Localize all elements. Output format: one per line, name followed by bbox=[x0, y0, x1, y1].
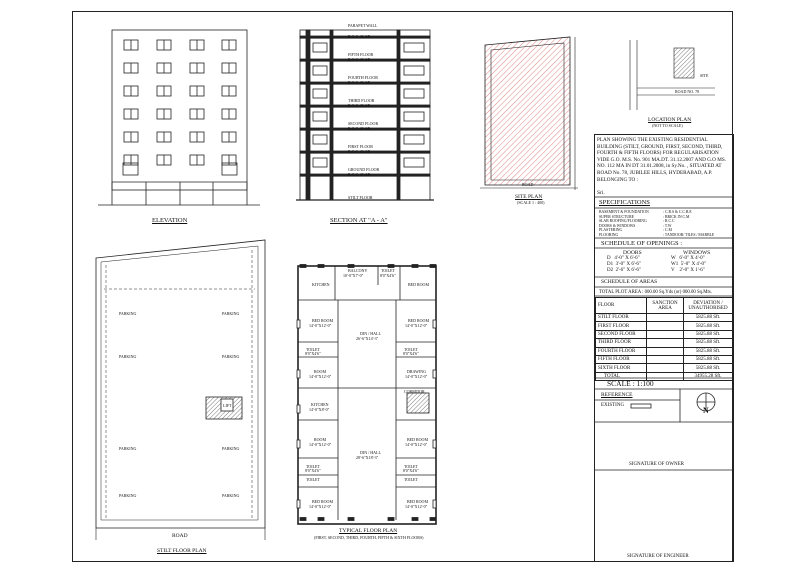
areas-row bbox=[596, 347, 733, 355]
spec-value: : C.R.S & C.C.B.E bbox=[663, 210, 692, 214]
stilt-road-label: ROAD bbox=[172, 533, 188, 539]
location-plan-road: ROAD NO. 78 bbox=[675, 89, 700, 94]
floor-plan-title: TYPICAL FLOOR PLAN bbox=[339, 528, 398, 534]
window-opening bbox=[433, 500, 436, 508]
areas-total-value: 34955.28 Sft. bbox=[684, 372, 733, 380]
specifications-title: SPECIFICATIONS bbox=[599, 199, 650, 206]
areas-header-floor: FLOOR bbox=[596, 298, 647, 314]
areas-cell-deviation: 5825.88 Sft. bbox=[684, 330, 733, 338]
existing-label: EXISTING bbox=[601, 403, 625, 408]
north-arrow-label: N bbox=[703, 406, 709, 415]
section-level-label: R.C.C. SLAB bbox=[348, 126, 371, 131]
room-bedroom: BED ROOM bbox=[407, 437, 429, 442]
areas-row bbox=[596, 330, 733, 338]
reference-title: REFERENCE bbox=[601, 392, 633, 398]
section-level-label: R.C.C. SLAB bbox=[348, 172, 371, 177]
owner-signature-label: SIGNATURE OF OWNER bbox=[629, 462, 684, 467]
doors-title: DOORS bbox=[623, 250, 642, 256]
site-plan-road: ROAD bbox=[522, 182, 534, 187]
specifications-list bbox=[599, 210, 733, 238]
areas-cell-floor: SECOND FLOOR bbox=[596, 330, 647, 338]
areas-cell-sanction bbox=[647, 355, 684, 363]
section-level-label: THIRD FLOOR bbox=[348, 98, 375, 103]
room-kitchen: KITCHEN bbox=[311, 402, 329, 407]
areas-cell-deviation: 5825.88 Sft. bbox=[684, 314, 733, 322]
areas-row bbox=[596, 355, 733, 363]
areas-cell-sanction bbox=[647, 339, 684, 347]
room-bedroom-dim: 14'-0"X12'-0" bbox=[405, 504, 428, 509]
room-toilet: TOILET bbox=[404, 464, 418, 469]
areas-cell-deviation: 5825.88 Sft. bbox=[684, 322, 733, 330]
room-drawing: DRAWING bbox=[407, 369, 427, 374]
room-balcony-dim: 10'-0"X7'-0" bbox=[343, 273, 364, 278]
site-plan-drawing bbox=[480, 37, 578, 190]
wall-column bbox=[300, 518, 306, 521]
owner-line: Sri. bbox=[597, 190, 605, 196]
section-window bbox=[404, 158, 424, 167]
section-window bbox=[313, 89, 327, 98]
parking-label: PARKING bbox=[222, 493, 240, 498]
areas-cell-deviation: 5825.88 Sft. bbox=[684, 364, 733, 372]
areas-cell-floor: SIXTH FLOOR bbox=[596, 364, 647, 372]
door-spec: D1 3'-0" X 6'-6" bbox=[607, 262, 641, 267]
location-plan-site: SITE bbox=[700, 73, 709, 78]
elevation-drawing bbox=[98, 30, 260, 205]
room-toilet: TOILET bbox=[381, 268, 395, 273]
section-window bbox=[313, 158, 327, 167]
room-din-hall-dim: 28'-6"X18'-3" bbox=[356, 455, 379, 460]
section-window bbox=[404, 112, 424, 121]
room-bedroom: BED ROOM bbox=[408, 282, 430, 287]
areas-cell-sanction bbox=[647, 314, 684, 322]
areas-total-label: TOTAL bbox=[596, 372, 647, 380]
elevation-title: ELEVATION bbox=[152, 217, 188, 224]
room-drawing-dim: 14'-0"X12'-0" bbox=[405, 374, 428, 379]
areas-cell-floor: FIFTH FLOOR bbox=[596, 355, 647, 363]
parking-label: PARKING bbox=[119, 311, 137, 316]
room-toilet: TOILET bbox=[306, 347, 320, 352]
section-window bbox=[404, 89, 424, 98]
floor-plan-subtitle: (FIRST, SECOND, THIRD, FOURTH, FIFTH & SIXTH FLOORS) bbox=[314, 535, 424, 540]
room-din-hall: DIN / HALL bbox=[360, 450, 381, 455]
wall-column bbox=[388, 518, 394, 521]
areas-row bbox=[596, 339, 733, 347]
window-spec: W 6'-0" X 4'-0" bbox=[671, 256, 705, 261]
parking-label: PARKING bbox=[119, 354, 137, 359]
room-corridor: CORRIDOR bbox=[404, 389, 425, 394]
plot-area: TOTAL PLOT AREA : 000.00 Sq.Yds (or) 000.00 Sq.Mts. bbox=[599, 290, 712, 295]
room-bedroom-dim: 14'-0"X12'-0" bbox=[405, 442, 428, 447]
spec-item: BASEMENT & FOUNDATION bbox=[599, 210, 649, 214]
windows-list bbox=[671, 256, 706, 274]
lift-label: LIFT bbox=[223, 403, 232, 408]
openings-title: SCHEDULE OF OPENINGS : bbox=[601, 240, 683, 247]
window-opening bbox=[433, 320, 436, 328]
section-level-label: FOURTH FLOOR bbox=[348, 75, 378, 80]
areas-cell-deviation: 5825.88 Sft. bbox=[684, 339, 733, 347]
windows-title: WINDOWS bbox=[683, 250, 711, 256]
section-window bbox=[313, 66, 327, 75]
spec-row bbox=[599, 233, 733, 238]
section-level-label: STILT FLOOR bbox=[348, 195, 373, 200]
section-level-label: R.C.C. SLAB bbox=[348, 80, 371, 85]
parking-label: PARKING bbox=[119, 493, 137, 498]
areas-cell-sanction bbox=[647, 347, 684, 355]
engineer-signature-label: SIGNATURE OF ENGINEER bbox=[627, 554, 689, 559]
spec-item: PLASTERING bbox=[599, 228, 623, 233]
section-window bbox=[313, 112, 327, 121]
wall-column bbox=[318, 265, 324, 268]
spec-value: : T.W bbox=[663, 223, 672, 228]
section-level-label: R.C.C. SLAB bbox=[348, 57, 371, 62]
wall-column bbox=[430, 518, 436, 521]
areas-row bbox=[596, 314, 733, 322]
room-bedroom-dim: 14'-0"X12'-0" bbox=[309, 504, 332, 509]
parking-label: PARKING bbox=[222, 446, 240, 451]
wall-column bbox=[412, 265, 418, 268]
section-window bbox=[404, 135, 424, 144]
section-window bbox=[313, 43, 327, 52]
section-level-label: R.C.C. SLAB bbox=[348, 103, 371, 108]
spec-value: : C.M bbox=[663, 228, 672, 233]
window-spec: V 2'-0" X 1'-6" bbox=[671, 268, 705, 273]
spec-value: : BRICK IN C.M bbox=[663, 214, 690, 219]
window-opening bbox=[297, 440, 300, 448]
spec-value: : R.C.C bbox=[663, 219, 675, 224]
areas-cell-floor: STILT FLOOR bbox=[596, 314, 647, 322]
room-room-dim: 14'-0"X12'-0" bbox=[309, 374, 332, 379]
areas-header-deviation: DEVIATION / UNAUTHORISED bbox=[684, 298, 733, 314]
areas-cell-floor: THIRD FLOOR bbox=[596, 339, 647, 347]
section-level-label: GROUND FLOOR bbox=[348, 167, 380, 172]
spec-item: DOORS & WINDOWS bbox=[599, 223, 636, 228]
window-opening bbox=[297, 405, 300, 413]
areas-row bbox=[596, 322, 733, 330]
window-opening bbox=[433, 440, 436, 448]
section-level-label: R.C.C. SLAB bbox=[348, 34, 371, 39]
room-toilet: TOILET bbox=[306, 477, 320, 482]
areas-cell-deviation: 5825.88 Sft. bbox=[684, 355, 733, 363]
section-window bbox=[404, 43, 424, 52]
door-spec: D 4'-0" X 6'-6" bbox=[607, 256, 640, 261]
room-toilet-dim: 8'0"X4'6" bbox=[305, 468, 321, 473]
room-toilet-dim: 8'0"X4'6" bbox=[380, 273, 396, 278]
title-block bbox=[594, 134, 734, 562]
room-din-hall-dim: 26'-6"X14'-3" bbox=[356, 336, 379, 341]
room-toilet: TOILET bbox=[306, 464, 320, 469]
parking-label: PARKING bbox=[119, 446, 137, 451]
room-room-dim: 14'-0"X12'-0" bbox=[309, 442, 332, 447]
areas-cell-floor: FOURTH FLOOR bbox=[596, 347, 647, 355]
section-level-label: PARAPET WALL bbox=[348, 23, 378, 28]
areas-title: SCHEDULE OF AREAS bbox=[601, 279, 658, 285]
section-window bbox=[404, 66, 424, 75]
location-plan-title: LOCATION PLAN bbox=[648, 117, 692, 123]
areas-cell-sanction bbox=[647, 330, 684, 338]
parking-label: PARKING bbox=[222, 311, 240, 316]
room-bedroom: BED ROOM bbox=[312, 318, 334, 323]
room-toilet: TOILET bbox=[404, 477, 418, 482]
typical-floor-plan-drawing bbox=[297, 265, 436, 525]
spec-item: SUPER STRUCTURE bbox=[599, 214, 634, 219]
areas-cell-sanction bbox=[647, 322, 684, 330]
section-title: SECTION AT "A - A" bbox=[330, 217, 388, 224]
room-bedroom: BED ROOM bbox=[312, 499, 334, 504]
window-opening bbox=[297, 370, 300, 378]
areas-header-sanction: SANCTION AREA bbox=[647, 298, 684, 314]
window-opening bbox=[297, 320, 300, 328]
door-spec: D2 2'-6" X 6'-6" bbox=[607, 268, 641, 273]
scale-label: SCALE : 1:100 bbox=[607, 379, 654, 388]
room-toilet-dim: 8'0"X4'6" bbox=[403, 468, 419, 473]
window-spec: W1 5'-0" X 4'-0" bbox=[671, 262, 707, 267]
spec-item: FLOORING bbox=[599, 232, 619, 237]
wall-column bbox=[348, 518, 354, 521]
room-kitchen-dim: 14'-0"X8'-0" bbox=[309, 407, 330, 412]
room-balcony: BALCONY bbox=[348, 268, 368, 273]
doors-list bbox=[607, 256, 641, 274]
section-level-label: R.C.C. SLAB bbox=[348, 149, 371, 154]
room-bedroom: BED ROOM bbox=[408, 318, 430, 323]
room-toilet: TOILET bbox=[404, 347, 418, 352]
section-window bbox=[313, 135, 327, 144]
room-room: ROOM bbox=[314, 369, 327, 374]
section-level-label: FIFTH FLOOR bbox=[348, 52, 374, 57]
room-bedroom: BED ROOM bbox=[407, 499, 429, 504]
areas-table bbox=[595, 297, 733, 381]
room-room: ROOM bbox=[314, 437, 327, 442]
location-plan-scale: (NOT TO SCALE) bbox=[652, 123, 683, 128]
areas-cell-sanction bbox=[647, 364, 684, 372]
site-plan-scale: (SCALE 1 : 400) bbox=[517, 200, 545, 205]
section-level-label: SECOND FLOOR bbox=[348, 121, 379, 126]
stilt-plan-title: STILT FLOOR PLAN bbox=[157, 548, 207, 554]
wall-column bbox=[430, 265, 436, 268]
room-din-hall: DIN / HALL bbox=[360, 331, 381, 336]
site-plan-title: SITE PLAN bbox=[515, 194, 543, 200]
window-opening bbox=[297, 500, 300, 508]
room-toilet-dim: 8'0"X4'6" bbox=[305, 351, 321, 356]
wall-column bbox=[412, 518, 418, 521]
room-bedroom-dim: 14'-0"X12'-0" bbox=[405, 323, 428, 328]
room-toilet-dim: 8'0"X4'6" bbox=[403, 351, 419, 356]
project-description: PLAN SHOWING THE EXISTING RESIDENTIAL BUILDING (STILT, GROUND, FIRST, SECOND, THIRD, FOURTH & FIFTH FLOORS) FOR REGULARISATION VIDE G.O. M.S. No. 901 MA.DT. 31.12.2007 AND G.O MS. NO. 112 MA IN DT 31.01.2008, in Sy.No. , SITUATED AT ROAD No. 78, JUBILEE HILLS, HYDERABAD, A.P. BELONGING TO : bbox=[597, 137, 727, 183]
window-opening bbox=[433, 370, 436, 378]
areas-cell-deviation: 5825.88 Sft. bbox=[684, 347, 733, 355]
room-kitchen: KITCHEN bbox=[312, 282, 330, 287]
room-bedroom-dim: 14'-0"X12'-0" bbox=[309, 323, 332, 328]
wall-column bbox=[300, 265, 306, 268]
section-level-label: FIRST FLOOR bbox=[348, 144, 373, 149]
areas-row bbox=[596, 364, 733, 372]
spec-value: : TANDOOR/ TILES / MARBLE bbox=[663, 232, 715, 237]
spec-item: SLAB ROOFING/FLOORING bbox=[599, 219, 647, 224]
wall-column bbox=[318, 518, 324, 521]
areas-cell-floor: FIRST FLOOR bbox=[596, 322, 647, 330]
parking-label: PARKING bbox=[222, 354, 240, 359]
